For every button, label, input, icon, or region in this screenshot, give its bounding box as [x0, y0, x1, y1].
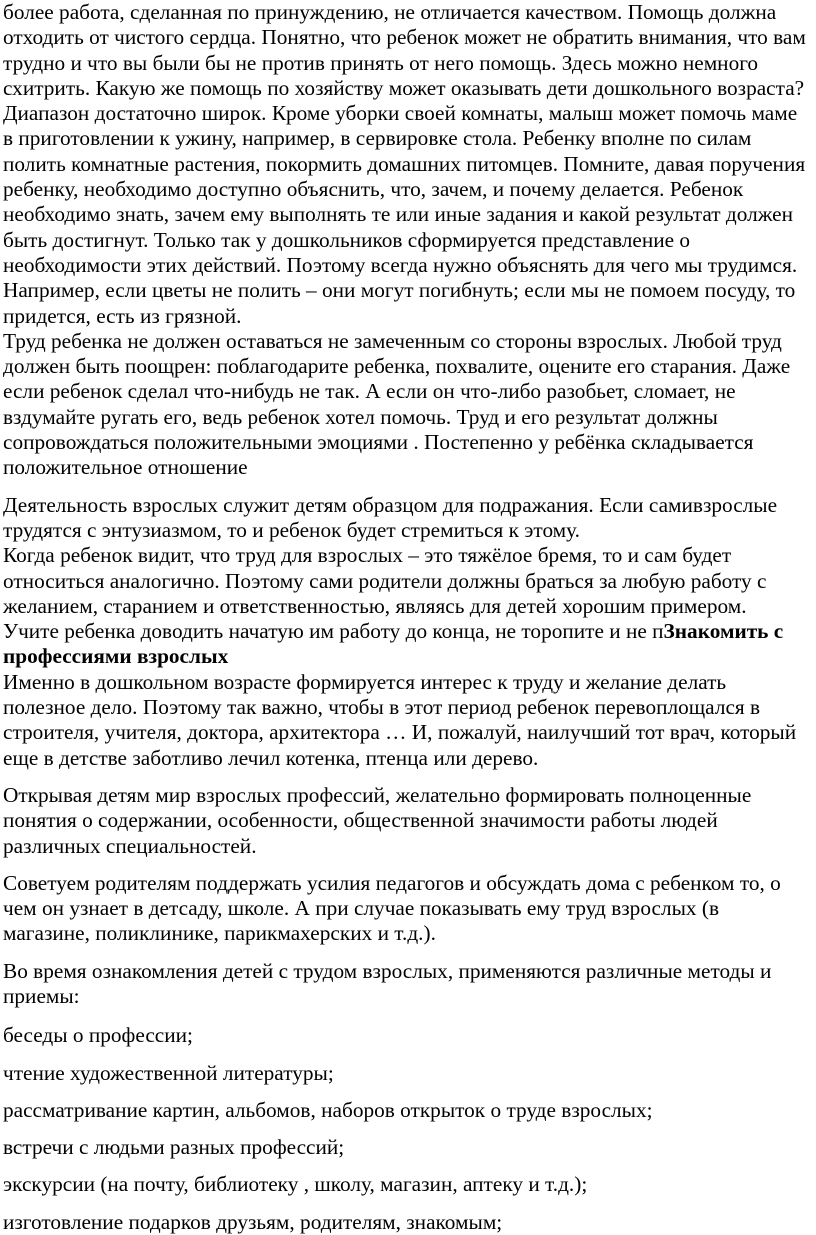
paragraph-parents-advice: Советуем родителям поддержать усилия педагогов и обсуждать дома с ребенком то, о чем он узнает в детсаду, школе. А при случае показывать ему труд взрослых (в магазине, поликлинике, парикмахерских и т.д.).: [3, 870, 781, 946]
section-heading-professions: Знакомить с профессиями взрослых: [3, 619, 784, 669]
paragraph-finish-work: [3, 619, 810, 670]
list-item: чтение художественной литературы;: [3, 1060, 334, 1085]
list-item: встречи с людьми разных профессий;: [3, 1135, 345, 1160]
list-item: изготовление подарков друзьям, родителям, знакомым;: [3, 1209, 503, 1234]
methods-list: [3, 1023, 810, 1235]
list-item: беседы о профессии;: [3, 1023, 193, 1048]
paragraph-helping-at-home: более работа, сделанная по принуждению, не отличается качеством. Помощь должна отходить от чистого сердца. Понятно, что ребенок может не обратить внимания, что вам трудно и что вы были бы не против принять от него помощь. Здесь можно немного схитрить. Какую же помощь по хозяйству может оказывать дети дошкольного возраста? Диапазон достаточно широк. Кроме уборки своей комнаты, малыш может помочь маме в приготовлении к ужину, например, в сервировке стола. Ребенку вполне по силам полить комнатные растения, покормить домашних питомцев. Помните, давая поручения ребенку, необходимо доступно объяснить, что, зачем, и почему делается. Ребенок необходимо знать, зачем ему выполнять те или иные задания и какой результат должен быть достигнут. Только так у дошкольников сформируется представление о необходимости этих действий. Поэтому всегда нужно объяснять для чего мы трудимся. Например, если цветы не полить – они могут погибнуть; если мы не помоем посуду, то придется, есть из грязной.: [3, 0, 806, 328]
paragraph-professions-world: Открывая детям мир взрослых профессий, желательно формировать полноценные понятия о содержании, особенности, общественной значимости работы людей различных специальностей.: [3, 782, 752, 858]
paragraph-burden: Когда ребенок видит, что труд для взрослых – это тяжёлое бремя, то и сам будет относиться аналогично. Поэтому сами родители должны браться за любую работу с желанием, старанием и ответственностью, являясь для детей хорошим примером.: [3, 543, 767, 618]
list-item: экскурсии (на почту, библиотеку , школу, магазин, аптеку и т.д.);: [3, 1172, 588, 1197]
paragraph-praise-work: Труд ребенка не должен оставаться не замеченным со стороны взрослых. Любой труд должен быть поощрен: поблагодарите ребенка, похвалите, оцените его старания. Даже если ребенок сделал что-нибудь не так. А если он что-либо разобьет, сломает, не вздумайте ругать его, ведь ребенок хотел помочь. Труд и его результат должны сопровождаться положительными эмоциями . Постепенно у ребёнка складывается положительное отношение: [3, 328, 791, 480]
paragraph-preschool-interest: Именно в дошкольном возрасте формируется интерес к труду и желание делать полезное дело. Поэтому так важно, чтобы в этот период ребенок перевоплощался в строителя, учителя, доктора, архитектора … И, пожалуй, наилучший тот врач, который еще в детстве заботливо лечил котенка, птенца или дерево.: [3, 669, 797, 770]
paragraph-adult-example: Деятельность взрослых служит детям образцом для подражания. Если самивзрослые трудятся с энтузиазмом, то и ребенок будет стремиться к этому.: [3, 492, 778, 542]
finish-work-text: Учите ребенка доводить начатую им работу до конца, не торопите и не п: [3, 619, 664, 644]
list-item: рассматривание картин, альбомов, наборов открыток о труде взрослых;: [3, 1097, 653, 1122]
paragraph-methods-intro: Во время ознакомления детей с трудом взрослых, применяются различные методы и приемы:: [3, 958, 772, 1008]
